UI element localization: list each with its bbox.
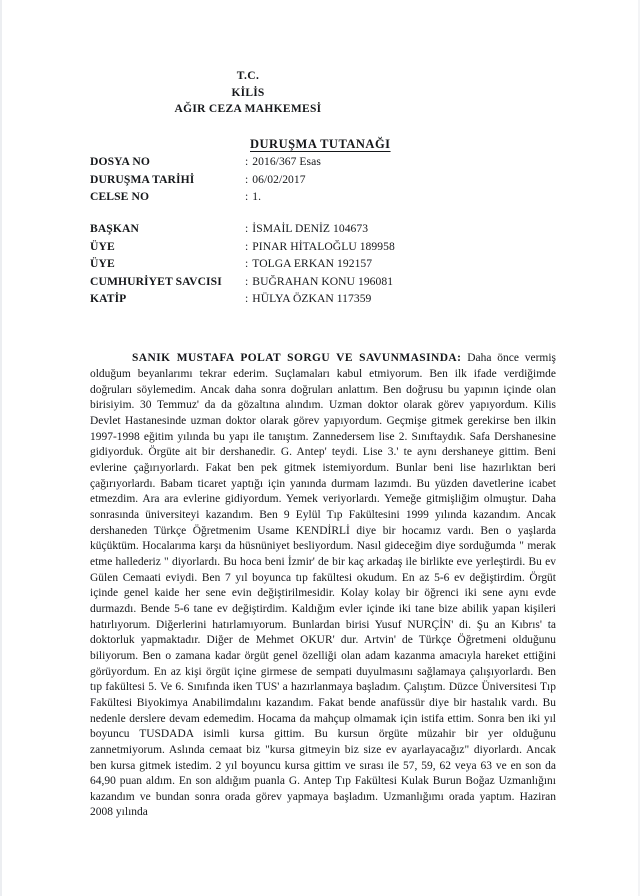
personnel-fields-block (90, 222, 510, 310)
personnel-field-value-text: HÜLYA ÖZKAN 117359 (252, 292, 372, 306)
statement-heading-colon: : (457, 352, 462, 365)
field-separator: : (245, 190, 249, 204)
personnel-field-row (90, 222, 510, 240)
case-field-value-text: 06/02/2017 (252, 172, 306, 186)
personnel-field-row (90, 240, 510, 258)
field-separator: : (245, 274, 249, 288)
case-field-label: CELSE NO (90, 190, 150, 204)
personnel-field-row (90, 275, 510, 293)
document-sheet (2, 0, 640, 896)
case-field-row (90, 155, 510, 173)
court-heading-line-court: AĞIR CEZA MAHKEMESİ (174, 103, 322, 115)
personnel-field-label: ÜYE (90, 239, 115, 253)
document-title: DURUŞMA TUTANAĞI (250, 137, 391, 151)
field-separator: : (245, 292, 249, 306)
case-fields-block (90, 155, 510, 208)
personnel-field-value-text: PINAR HİTALOĞLU 189958 (252, 239, 395, 253)
personnel-field-value (245, 275, 510, 288)
personnel-field-label: BAŞKAN (90, 222, 139, 235)
statement-heading: SANIK MUSTAFA POLAT SORGU VE SAVUNMASINDA (132, 352, 458, 365)
personnel-field-value-text: İSMAİL DENİZ 104673 (252, 222, 369, 235)
personnel-field-value-text: TOLGA ERKAN 192157 (252, 257, 373, 271)
personnel-field-value (245, 222, 510, 235)
personnel-field-value (245, 240, 510, 253)
case-field-label: DOSYA NO (90, 155, 150, 168)
case-field-value-text: 1. (252, 190, 262, 204)
case-field-value (245, 173, 510, 186)
case-field-value (245, 190, 510, 203)
personnel-field-label: CUMHURİYET SAVCISI (90, 274, 222, 288)
field-separator: : (245, 222, 249, 235)
field-separator: : (245, 239, 249, 253)
personnel-field-value (245, 292, 510, 305)
personnel-field-value-text: BUĞRAHAN KONU 196081 (252, 274, 394, 288)
case-field-row (90, 190, 510, 208)
personnel-field-label: KATİP (90, 292, 127, 306)
case-field-label: DURUŞMA TARİHİ (90, 172, 195, 186)
personnel-field-value (245, 257, 510, 270)
field-separator: : (245, 257, 249, 271)
case-field-row (90, 173, 510, 191)
field-separator: : (245, 172, 249, 186)
court-heading (98, 68, 398, 118)
defendant-statement-paragraph (90, 351, 556, 821)
personnel-field-label: ÜYE (90, 257, 115, 271)
case-field-value (245, 155, 510, 168)
court-heading-line-tc: T.C. (236, 70, 260, 82)
field-separator: : (245, 155, 249, 168)
case-field-value-text: 2016/367 Esas (252, 155, 321, 168)
statement-body-text: Daha önce vermiş olduğum beyanlarımı tekrar ederim. Suçlamaları kabul etmiyorum. Ben ilk ifade verdiğimde doğruları söylemedim. Ancak daha sonra doğruları anlattım. Ben doğrusu bu yapının içinde olan birisiyim. 30 Temmuz' da da gözaltına alındım. Uzman doktor olarak görev yapıyordum. Kilis Devlet Hastanesinde uzman doktor olarak görev yapıyordum. Geçmişe gitmek gerekirse ben ilkin 1997-1998 eğitim yılında bu yapı ile tanıştım. Zannedersem lise 2. Sınıftaydık. Safa Dershanesine gidiyorduk. Örgüte ait bir dershanedir. G. Antep' teydi. Lise 3.' te aynı dershaneye gittim. Beni evlerine çağırıyorlardı. Fakat ben pek gitmek istemiyordum. Bunlar beni lise hazırlıktan beri çağırıyorlardı. Babam ticaret yaptığı için yanında durmam lazımdı. Bu yüzden davetlerine icabet etmezdim. Ara ara evlerine gidiyordum. Yemek veriyorlardı. Yemeğe gitmişliğim olmuştur. Daha sonrasında üniversiteyi kazandım. Ben 9 Eylül Tıp Fakültesini 1999 yılında kazandım. Ancak dershaneden Türkçe Öğretmenim Usame KENDİRLİ diye bir hocamız vardı. Ben o yaşlarda küçüktüm. Hocalarıma karşı da hüsnüniyet besliyordum. Nasıl gideceğim diye sorduğumda " merak etme hallederiz " diyorlardı. Bu hoca beni İzmir' de bir kaç arkadaş ile birlikte eve yerleştirdi. Bu ev Gülen Cemaati eviydi. Ben 7 yıl boyunca tıp fakültesi okudum. En az 5-6 ev değiştirdim. Örgüt içinde genel kaide her sene evin değiştirilmesidir. Kolay kolay bir öğrenci iki sene aynı evde durmazdı. Bende 5-6 tane ev değiştirdim. Kaldığım evler içinde iki tane bize abilik yapan kişileri hatırlıyorum. Diğerlerini hatırlamıyorum. Bunlardan birisi Yusuf NURÇİN' di. Şu an Kıbrıs' ta doktorluk yapmaktadır. Diğer de Mehmet OKUR' dur. Artvin' de Türkçe Öğretmeni olduğunu biliyorum. Ben o zamana kadar örgüt genel özelliği olan adam kazanma amacıyla hareket ettiğini görüyordum. En az kişi örgüt içine girmese de sempati duyulmasını sağlamaya çalışıyorlardı. Ben tıp fakültesi 5. Ve 6. Sınıfında iken TUS' a hazırlanmaya başladım. Çalıştım. Düzce Üniversitesi Tıp Fakültesi Biyokimya Anabilimdalını kazandım. Fakat bende anafüssür diye bir hastalık vardı. Bu nedenle derslere devam edemedim. Hocama da mahçup olmamak için istifa ettim. Sonra ben iki yıl boyuncu TUSDADA isimli kursa gittim. Bu kursun örgüte müzahir bir yer olduğunu zannetmiyorum. Aslında cemaat biz "kursa gitmeyin biz size ev ayarlayacağız" diyorlardı. Ancak ben kursa gitmek istedim. 2 yıl boyuncu kursa gittim ve sırası ile 57, 59, 62 veya 63 ve en son da 64,90 puan aldım. En son aldığım puanla G. Antep Tıp Fakültesi Kulak Burun Boğaz Uzmanlığını kazandım ve bundan sonra orada görev yapmaya başladım. Uzmanlığımı orada yaptım. Haziran 2008 yılında (90, 352, 556, 819)
personnel-field-row (90, 292, 510, 310)
personnel-field-row (90, 257, 510, 275)
court-heading-line-city: KİLİS (231, 86, 265, 99)
